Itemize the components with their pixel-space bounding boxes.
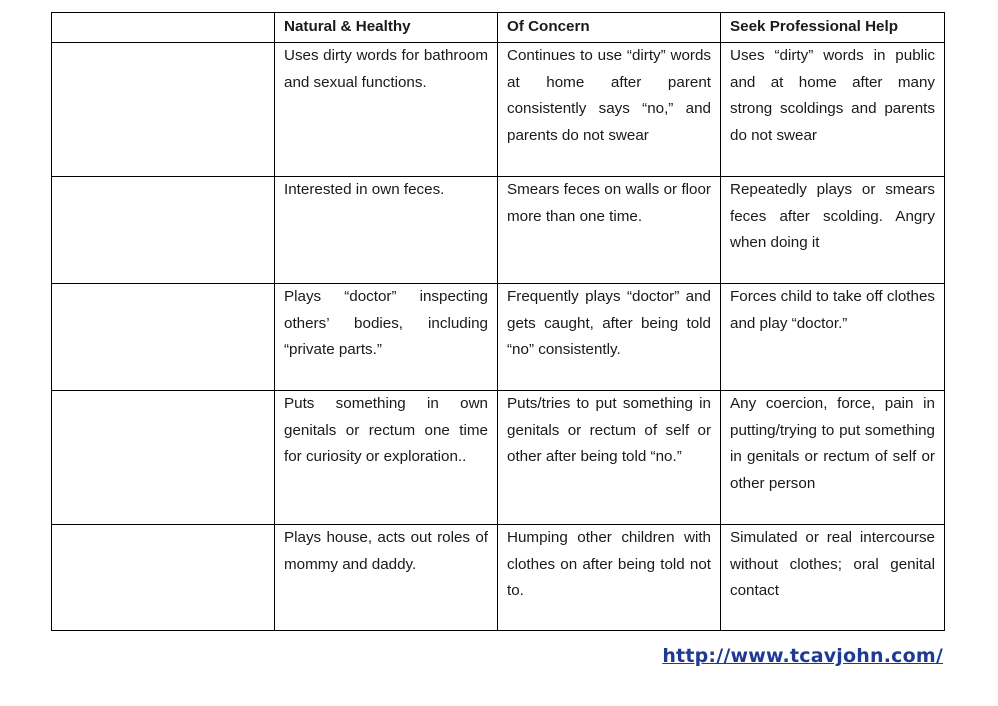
table-row	[52, 43, 945, 177]
row-label-cell	[52, 43, 275, 177]
table-row	[52, 284, 945, 391]
concern-cell: Puts/tries to put something in genitals or rectum of self or other after being told “no.”	[498, 391, 721, 525]
header-seek-professional-help: Seek Professional Help	[721, 13, 945, 43]
header-natural-healthy: Natural & Healthy	[275, 13, 498, 43]
natural-cell: Plays house, acts out roles of mommy and daddy.	[275, 525, 498, 631]
header-of-concern: Of Concern	[498, 13, 721, 43]
natural-cell: Uses dirty words for bathroom and sexual functions.	[275, 43, 498, 177]
concern-cell: Continues to use “dirty” words at home after parent consistently says “no,” and parents do not swear	[498, 43, 721, 177]
row-label-cell	[52, 284, 275, 391]
help-cell: Simulated or real intercourse without clothes; oral genital contact	[721, 525, 945, 631]
behavior-table	[51, 12, 945, 631]
row-label-cell	[52, 177, 275, 284]
natural-cell: Plays “doctor” inspecting others’ bodies, including “private parts.”	[275, 284, 498, 391]
natural-cell: Interested in own feces.	[275, 177, 498, 284]
concern-cell: Smears feces on walls or floor more than one time.	[498, 177, 721, 284]
table-row	[52, 391, 945, 525]
table-row	[52, 177, 945, 284]
natural-cell: Puts something in own genitals or rectum one time for curiosity or exploration..	[275, 391, 498, 525]
help-cell: Forces child to take off clothes and play “doctor.”	[721, 284, 945, 391]
table-row	[52, 525, 945, 631]
header-blank	[52, 13, 275, 43]
concern-cell: Humping other children with clothes on after being told not to.	[498, 525, 721, 631]
row-label-cell	[52, 525, 275, 631]
concern-cell: Frequently plays “doctor” and gets caught, after being told “no” consistently.	[498, 284, 721, 391]
source-url-link[interactable]: http://www.tcavjohn.com/	[662, 645, 943, 667]
help-cell: Uses “dirty” words in public and at home after many strong scoldings and parents do not swear	[721, 43, 945, 177]
help-cell: Any coercion, force, pain in putting/trying to put something in genitals or rectum of self or other person	[721, 391, 945, 525]
help-cell: Repeatedly plays or smears feces after scolding. Angry when doing it	[721, 177, 945, 284]
row-label-cell	[52, 391, 275, 525]
header-row	[52, 13, 945, 43]
